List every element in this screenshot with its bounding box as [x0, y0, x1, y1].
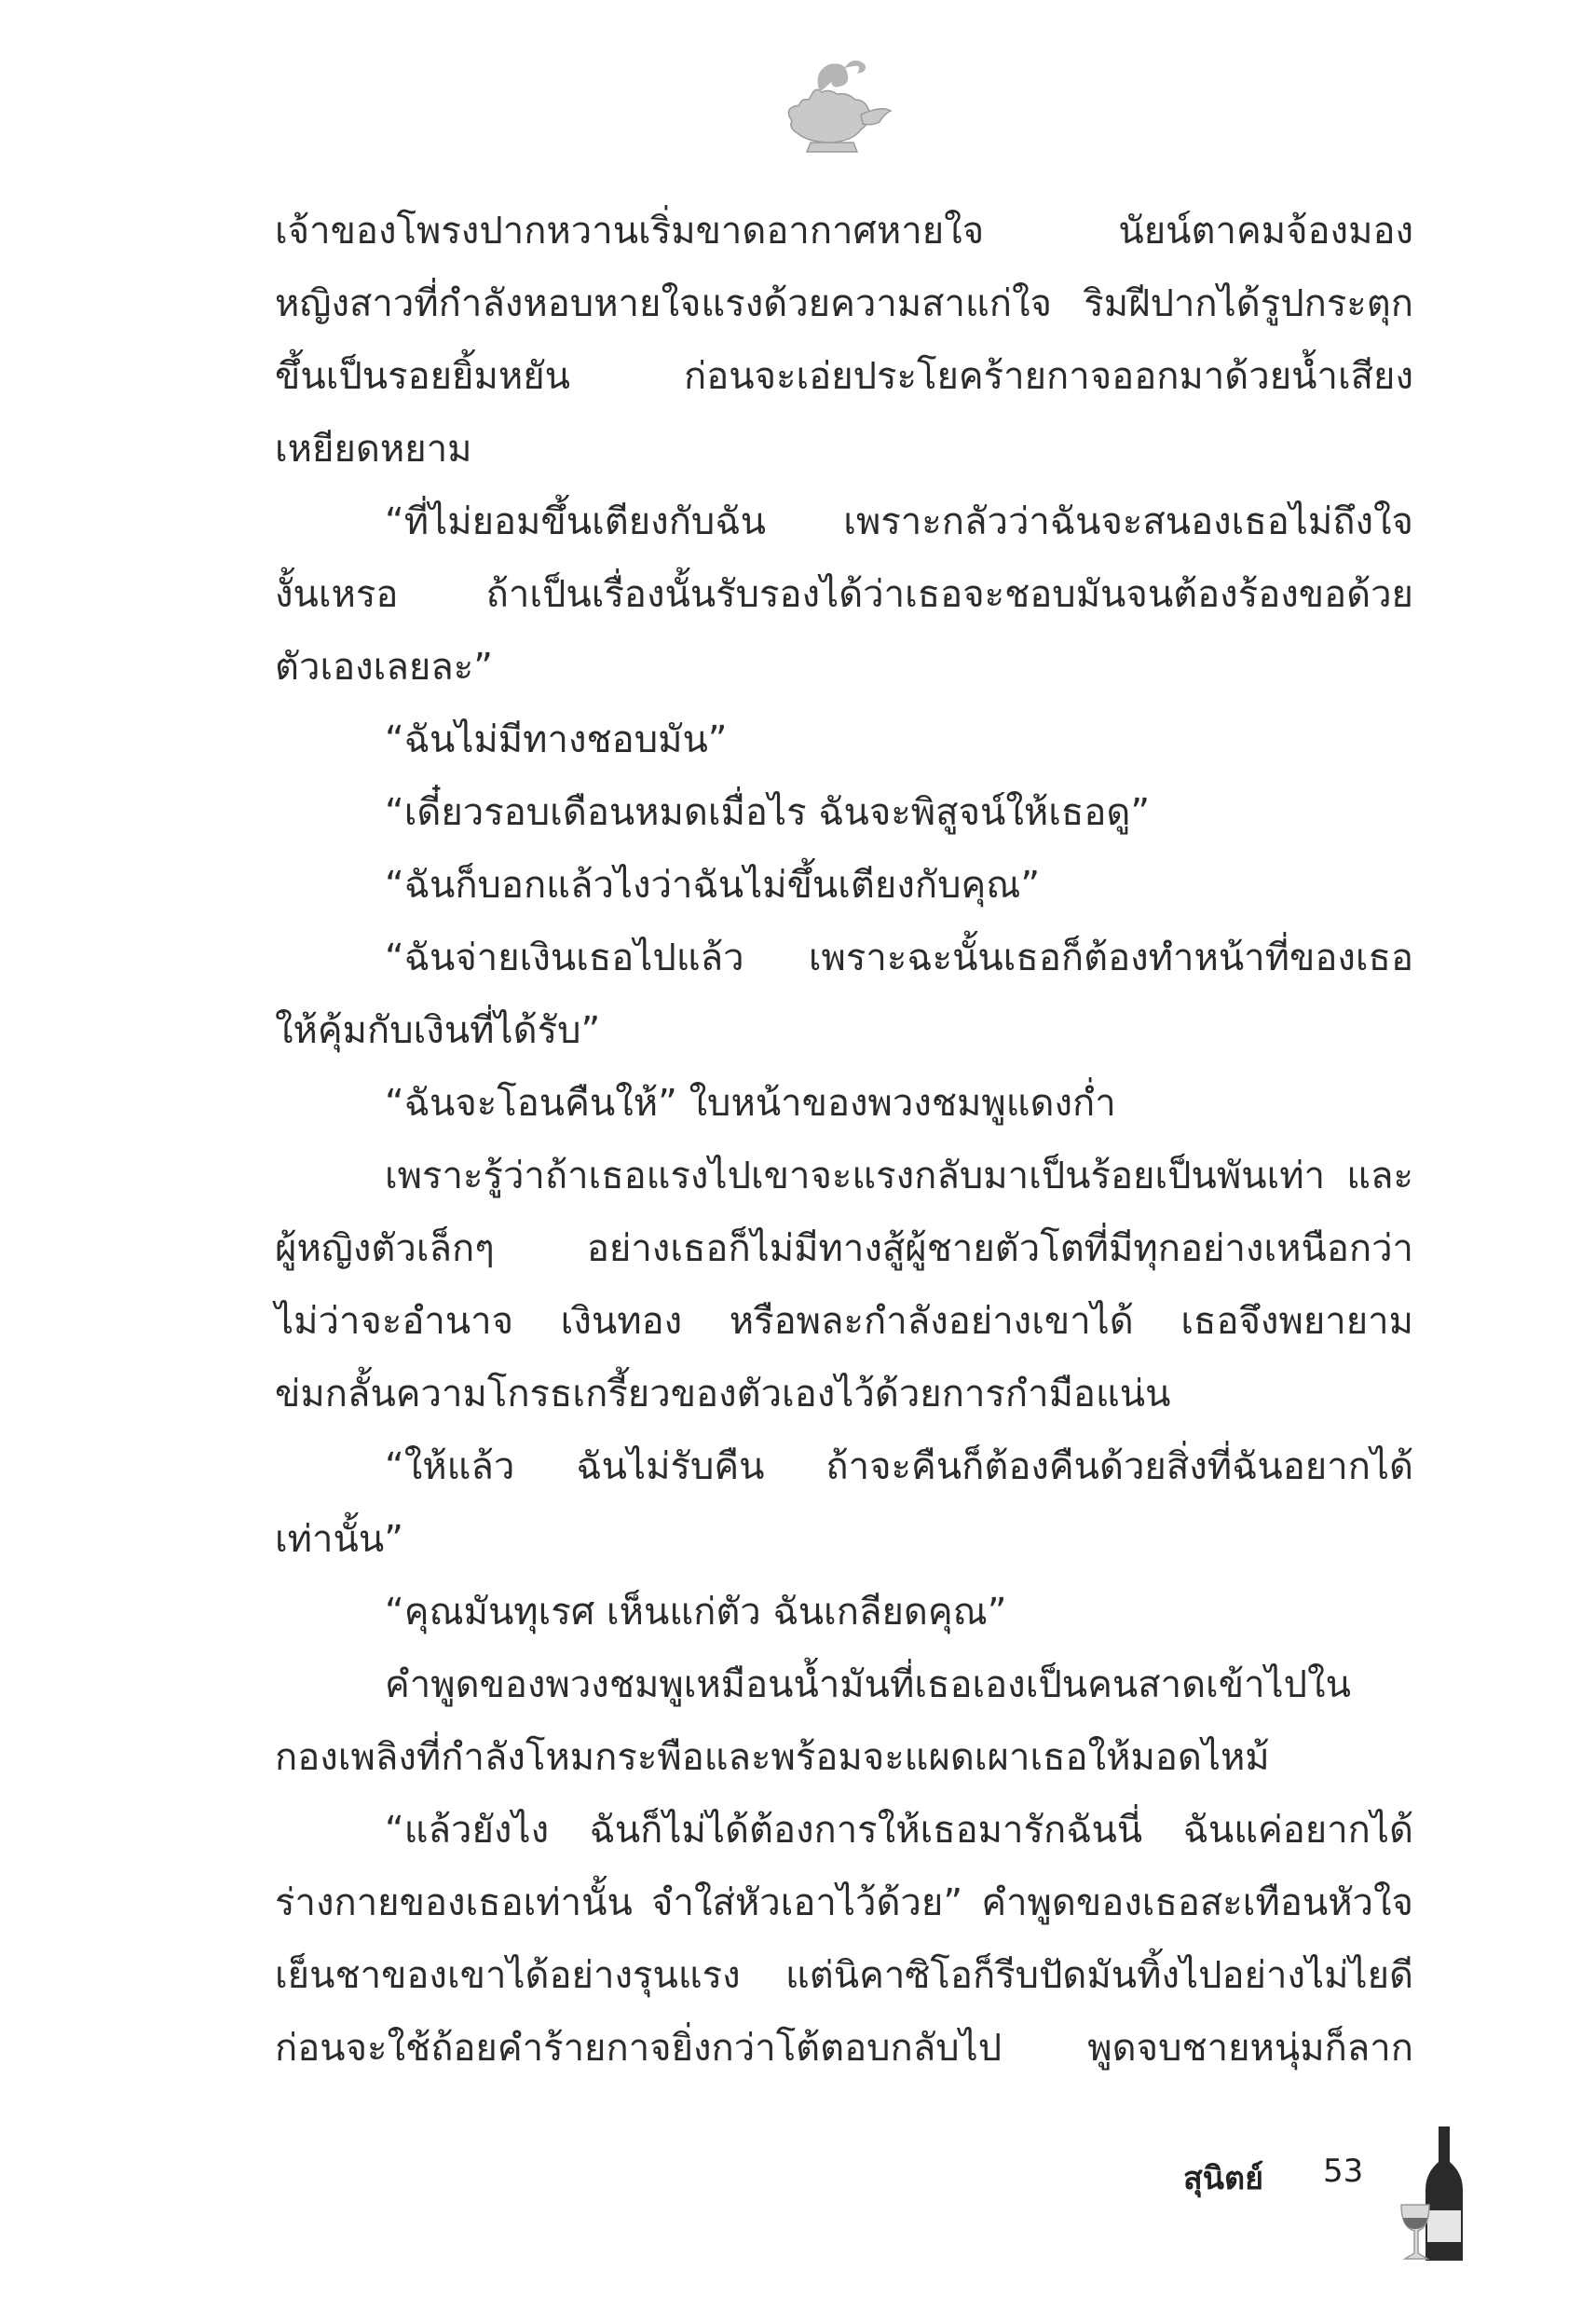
text-line: เย็นชาของเขาได้อย่างรุนแรง แต่นิคาซิโอก็รีบปัดมันทิ้งไปอย่างไม่ไยดี: [275, 1954, 1413, 1997]
text-line: ร่างกายของเธอเท่านั้น จำใส่หัวเอาไว้ด้วย” คำพูดของเธอสะเทือนหัวใจ: [275, 1881, 1413, 1924]
text-line: เพราะรู้ว่าถ้าเธอแรงไปเขาจะแรงกลับมาเป็นร้อยเป็นพันเท่า และ: [385, 1155, 1413, 1197]
text-line: เจ้าของโพรงปากหวานเริ่มขาดอากาศหายใจ นัยน์ตาคมจ้องมอง: [275, 210, 1413, 253]
genie-lamp-ornament-icon: [764, 51, 904, 163]
text-line: ไม่ว่าจะอำนาจ เงินทอง หรือพละกำลังอย่างเขาได้ เธอจึงพยายาม: [275, 1300, 1413, 1343]
text-line: “คุณมันทุเรศ เห็นแก่ตัว ฉันเกลียดคุณ”: [385, 1591, 1007, 1634]
text-line: ตัวเองเลยละ”: [275, 646, 494, 689]
text-line: “เดี๋ยวรอบเดือนหมดเมื่อไร ฉันจะพิสูจน์ให้เธอดู”: [385, 791, 1151, 834]
text-line: “ฉันก็บอกแล้วไงว่าฉันไม่ขึ้นเตียงกับคุณ”: [385, 864, 1041, 907]
running-title: สุนิตย์: [1183, 2160, 1263, 2197]
text-line: ผู้หญิงตัวเล็กๆ อย่างเธอก็ไม่มีทางสู้ผู้ชายตัวโตที่มีทุกอย่างเหนือกว่า: [275, 1227, 1413, 1270]
text-line: งั้นเหรอ ถ้าเป็นเรื่องนั้นรับรองได้ว่าเธอจะชอบมันจนต้องร้องขอด้วย: [275, 573, 1413, 616]
text-line: เหยียดหยาม: [275, 428, 472, 471]
text-line: “ฉันจ่ายเงินเธอไปแล้ว เพราะฉะนั้นเธอก็ต้องทำหน้าที่ของเธอ: [385, 937, 1413, 979]
text-line: “ฉันไม่มีทางชอบมัน”: [385, 718, 728, 761]
text-line: ก่อนจะใช้ถ้อยคำร้ายกาจยิ่งกว่าโต้ตอบกลับไป พูดจบชายหนุ่มก็ลาก: [275, 2027, 1413, 2070]
page-number: 53: [1323, 2153, 1364, 2190]
wine-bottle-glass-icon: [1398, 2125, 1481, 2264]
text-line: คำพูดของพวงชมพูเหมือนน้ำมันที่เธอเองเป็นคนสาดเข้าไปใน: [385, 1663, 1351, 1706]
text-line: กองเพลิงที่กำลังโหมกระพือและพร้อมจะแผดเผาเธอให้มอดไหม้: [275, 1736, 1270, 1779]
text-line: ขึ้นเป็นรอยยิ้มหยัน ก่อนจะเอ่ยประโยคร้ายกาจออกมาด้วยน้ำเสียง: [275, 355, 1413, 398]
text-line: ข่มกลั้นความโกรธเกรี้ยวของตัวเองไว้ด้วยการกำมือแน่น: [275, 1373, 1171, 1415]
text-line: “ให้แล้ว ฉันไม่รับคืน ถ้าจะคืนก็ต้องคืนด้วยสิ่งที่ฉันอยากได้: [385, 1445, 1413, 1488]
text-line: หญิงสาวที่กำลังหอบหายใจแรงด้วยความสาแก่ใจ ริมฝีปากได้รูปกระตุก: [275, 282, 1413, 325]
text-line: เท่านั้น”: [275, 1518, 403, 1561]
text-line: “แล้วยังไง ฉันก็ไม่ได้ต้องการให้เธอมารักฉันนี่ ฉันแค่อยากได้: [385, 1809, 1413, 1852]
text-line: “ที่ไม่ยอมขึ้นเตียงกับฉัน เพราะกลัวว่าฉันจะสนองเธอไม่ถึงใจ: [385, 500, 1413, 543]
text-line: ให้คุ้มกับเงินที่ได้รับ”: [275, 1009, 601, 1052]
text-line: “ฉันจะโอนคืนให้” ใบหน้าของพวงชมพูแดงก่ำ: [385, 1082, 1116, 1125]
